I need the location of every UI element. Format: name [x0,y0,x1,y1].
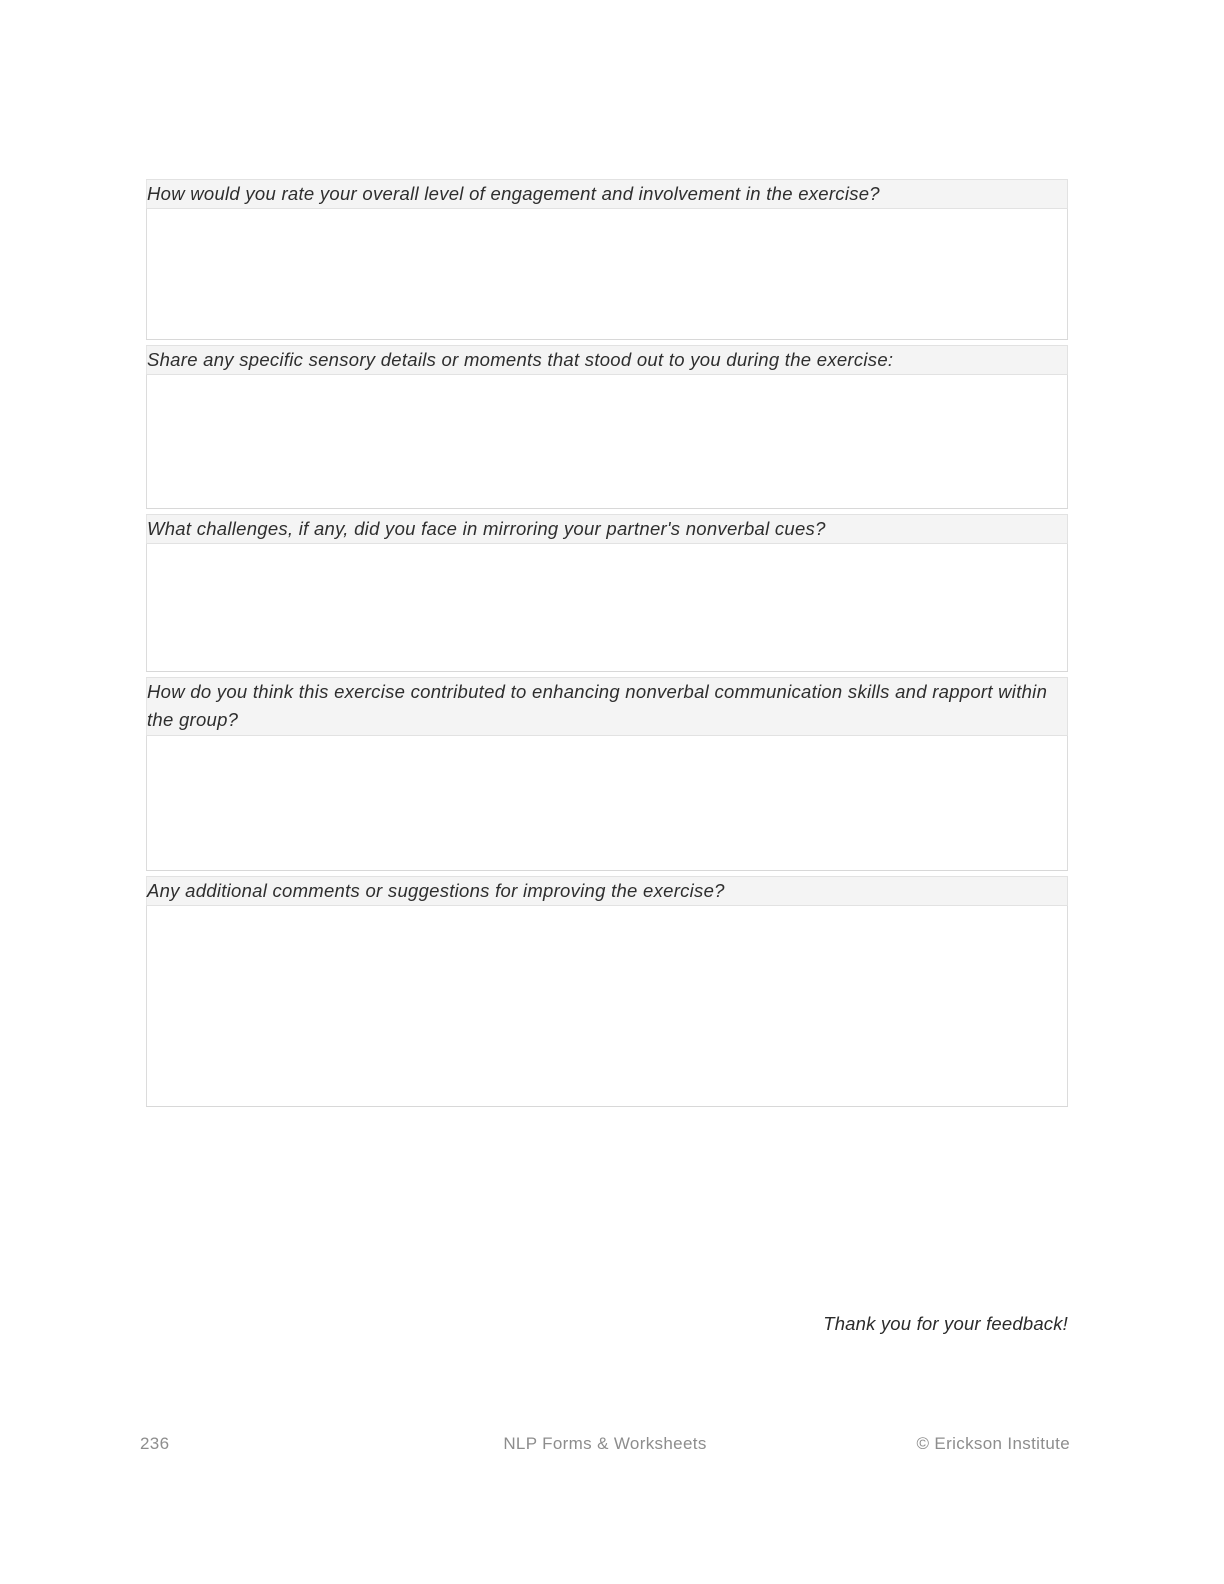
answer-field-4[interactable] [147,735,1068,870]
question-row [147,180,1068,209]
question-cell-4: How do you think this exercise contributed to enhancing nonverbal communication skills and rapport within the group? [147,678,1068,735]
answer-field-5[interactable] [147,905,1068,1106]
answer-row [147,735,1068,870]
answer-row [147,905,1068,1106]
answer-row [147,209,1068,340]
question-cell-3: What challenges, if any, did you face in mirroring your partner's nonverbal cues? [147,515,1068,544]
thank-you-note: Thank you for your feedback! [823,1313,1068,1334]
question-cell-2: Share any specific sensory details or moments that stood out to you during the exercise: [147,346,1068,375]
question-row [147,678,1068,735]
footer-title: NLP Forms & Worksheets [503,1434,707,1453]
answer-row [147,544,1068,672]
answer-row [147,375,1068,509]
answer-field-3[interactable] [147,544,1068,672]
feedback-form-table [146,179,1068,1107]
question-row [147,515,1068,544]
question-row [147,346,1068,375]
footer-copyright: © Erickson Institute [916,1434,1070,1453]
question-cell-1: How would you rate your overall level of engagement and involvement in the exercise? [147,180,1068,209]
question-row [147,876,1068,905]
question-cell-5: Any additional comments or suggestions for improving the exercise? [147,876,1068,905]
footer-page-number: 236 [140,1434,170,1453]
answer-field-1[interactable] [147,209,1068,340]
page-footer [140,1434,1070,1460]
answer-field-2[interactable] [147,375,1068,509]
